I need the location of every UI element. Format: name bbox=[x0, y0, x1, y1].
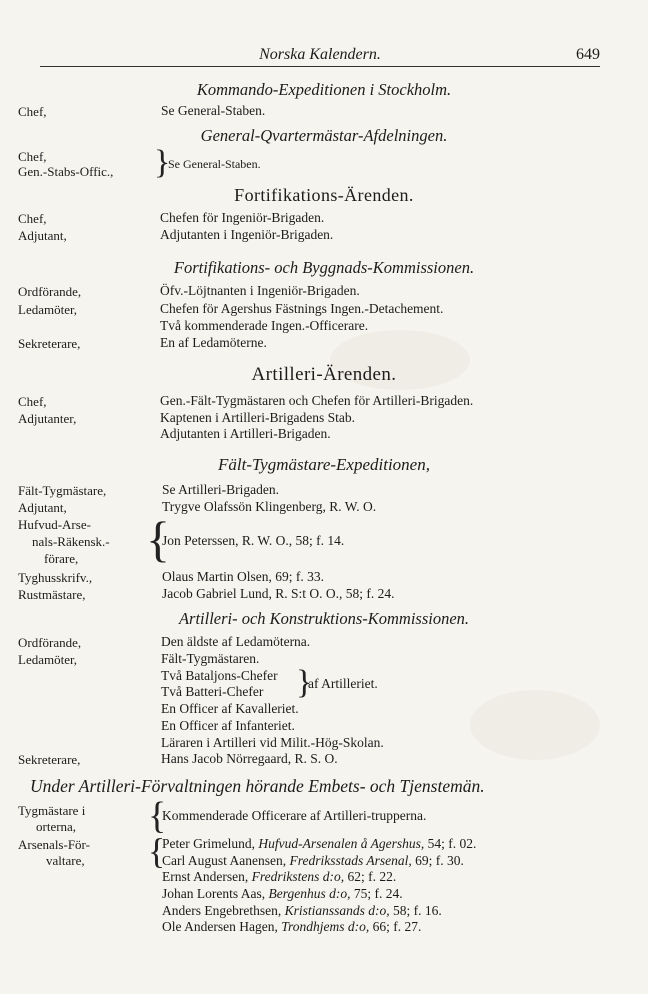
person-details: 62; f. 22. bbox=[344, 869, 397, 884]
entry-label: Sekreterare, bbox=[18, 336, 81, 351]
paper-stain bbox=[470, 690, 600, 760]
person-details: 69; f. 30. bbox=[411, 853, 464, 868]
person-name: Ernst Andersen, bbox=[162, 869, 252, 884]
entry-text: Jacob Gabriel Lund, R. S:t O. O., 58; f. 24. bbox=[162, 586, 395, 601]
entry-label: orterna, bbox=[36, 819, 77, 834]
entry-label: Chef, bbox=[18, 104, 47, 119]
arsenal-place: Bergenhus d:o, bbox=[268, 886, 351, 901]
entry-label: Chef, bbox=[18, 394, 47, 409]
entry-text: Två Batteri-Chefer bbox=[161, 684, 264, 699]
entry-text: Olaus Martin Olsen, 69; f. 33. bbox=[162, 569, 324, 584]
entry-label: Ordförande, bbox=[18, 284, 82, 299]
arsenal-place: Kristianssands d:o, bbox=[284, 903, 390, 918]
entry-text: Trygve Olafssön Klingenberg, R. W. O. bbox=[162, 499, 377, 514]
person-name: Ole Andersen Hagen, bbox=[162, 919, 282, 934]
entry-text: Chefen för Agershus Fästnings Ingen.-Detachement. bbox=[160, 301, 444, 316]
entry-label: Ordförande, bbox=[18, 635, 82, 650]
entry-text: af Artilleriet. bbox=[308, 676, 378, 691]
section-heading: Artilleri-Ärenden. bbox=[251, 364, 397, 385]
person-name: Johan Lorents Aas, bbox=[162, 886, 269, 901]
arsenal-place: Fredriksstads Arsenal, bbox=[289, 853, 412, 868]
arsenal-entry bbox=[162, 886, 403, 902]
section-heading: General-Qvartermästar-Afdelningen. bbox=[200, 126, 448, 145]
entry-label: förare, bbox=[44, 551, 79, 566]
arsenal-entry bbox=[162, 869, 396, 885]
entry-text: En af Ledamöterne. bbox=[160, 335, 267, 350]
arsenal-entry bbox=[162, 903, 442, 919]
running-title: Norska Kalendern. bbox=[259, 46, 381, 63]
entry-text: Hans Jacob Nörregaard, R. S. O. bbox=[161, 751, 338, 766]
entry-text: Se Artilleri-Brigaden. bbox=[162, 482, 279, 497]
entry-text: En Officer af Infanteriet. bbox=[161, 718, 295, 733]
entry-label: Tyghusskrifv., bbox=[18, 570, 93, 585]
entry-label: Adjutant, bbox=[18, 228, 67, 243]
person-name: Anders Engebrethsen, bbox=[162, 903, 285, 918]
entry-text: Se General-Staben. bbox=[168, 157, 261, 171]
brace-glyph: } bbox=[296, 664, 313, 701]
entry-text: Se General-Staben. bbox=[161, 103, 266, 118]
arsenal-entry bbox=[162, 836, 476, 852]
running-header bbox=[40, 44, 600, 67]
entry-text: Öfv.-Löjtnanten i Ingeniör-Brigaden. bbox=[160, 283, 360, 298]
entry-label: Sekreterare, bbox=[18, 752, 81, 767]
entry-text: Chefen för Ingeniör-Brigaden. bbox=[160, 210, 325, 225]
entry-text: Två Bataljons-Chefer bbox=[161, 668, 278, 683]
arsenal-entry bbox=[162, 919, 421, 935]
brace-glyph: { bbox=[148, 831, 166, 871]
entry-text: Fält-Tygmästaren. bbox=[161, 651, 260, 666]
entry-label: Arsenals-För- bbox=[18, 837, 90, 852]
person-details: 58; f. 16. bbox=[389, 903, 442, 918]
arsenal-place: Trondhjems d:o, bbox=[281, 919, 370, 934]
entry-text: En Officer af Kavalleriet. bbox=[161, 701, 299, 716]
person-details: 54; f. 02. bbox=[424, 836, 477, 851]
brace-glyph: { bbox=[146, 511, 170, 567]
brace-glyph: { bbox=[148, 795, 167, 837]
section-heading: Kommando-Expeditionen i Stockholm. bbox=[196, 80, 452, 99]
entry-label: Chef, bbox=[18, 211, 47, 226]
person-details: 66; f. 27. bbox=[369, 919, 422, 934]
entry-text: Gen.-Fält-Tygmästaren och Chefen för Artilleri-Brigaden. bbox=[160, 393, 474, 408]
entry-label: Hufvud-Arse- bbox=[18, 517, 91, 532]
section-heading: Fortifikations-Ärenden. bbox=[234, 185, 414, 205]
entry-label: Adjutanter, bbox=[18, 411, 77, 426]
section-heading: Fortifikations- och Byggnads-Kommissionen. bbox=[173, 258, 475, 277]
entry-label: Adjutant, bbox=[18, 500, 67, 515]
arsenal-place: Hufvud-Arsenalen å Agershus, bbox=[258, 836, 425, 851]
entry-label: Tygmästare i bbox=[18, 803, 86, 818]
entry-label: Gen.-Stabs-Offic., bbox=[18, 164, 114, 179]
section-heading: Fält-Tygmästare-Expeditionen, bbox=[218, 455, 430, 474]
entry-label: Fält-Tygmästare, bbox=[18, 483, 107, 498]
entry-text: Två kommenderade Ingen.-Officerare. bbox=[160, 318, 369, 333]
person-details: 75; f. 24. bbox=[350, 886, 403, 901]
entry-label: valtare, bbox=[46, 853, 85, 868]
entry-label: nals-Räkensk.- bbox=[32, 534, 110, 549]
entry-text: Läraren i Artilleri vid Milit.-Hög-Skolan. bbox=[161, 735, 384, 750]
entry-label: Rustmästare, bbox=[18, 587, 86, 602]
arsenal-place: Fredrikstens d:o, bbox=[251, 869, 345, 884]
entry-text: Adjutanten i Ingeniör-Brigaden. bbox=[160, 227, 334, 242]
page-number: 649 bbox=[576, 46, 600, 63]
section-heading: Artilleri- och Konstruktions-Kommissionen. bbox=[178, 609, 470, 628]
brace-glyph: } bbox=[154, 144, 171, 181]
entry-text: Adjutanten i Artilleri-Brigaden. bbox=[160, 426, 331, 441]
entry-label: Ledamöter, bbox=[18, 652, 78, 667]
entry-text: Jon Peterssen, R. W. O., 58; f. 14. bbox=[162, 533, 345, 548]
person-name: Carl August Aanensen, bbox=[162, 853, 290, 868]
person-name: Peter Grimelund, bbox=[162, 836, 259, 851]
section-heading: Under Artilleri-Förvaltningen hörande Embets- och Tjenstemän. bbox=[30, 776, 485, 796]
entry-text: Kommenderade Officerare af Artilleri-trupperna. bbox=[162, 808, 427, 823]
entry-label: Ledamöter, bbox=[18, 302, 78, 317]
entry-label: Chef, bbox=[18, 149, 47, 164]
entry-text: Den äldste af Ledamöterna. bbox=[161, 634, 311, 649]
arsenal-entry bbox=[162, 853, 464, 869]
entry-text: Kaptenen i Artilleri-Brigadens Stab. bbox=[160, 410, 355, 425]
